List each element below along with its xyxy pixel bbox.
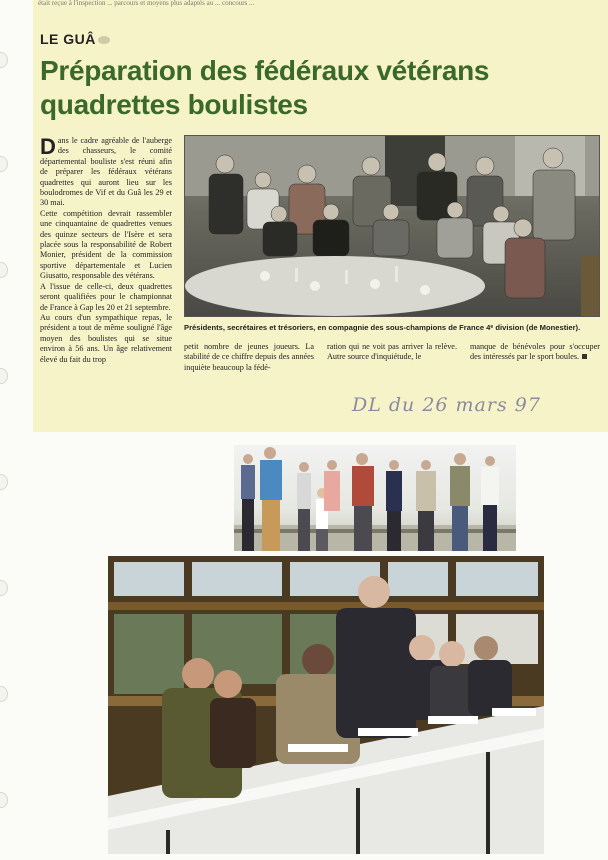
end-of-article-mark bbox=[582, 354, 587, 359]
paragraph-3: A l'issue de celle-ci, deux quadrettes seront qualifiées pour le championnat de France à Gap les 20 et 21 septembre. bbox=[40, 281, 172, 312]
handwritten-note: DL du 26 mars 97 bbox=[352, 394, 541, 416]
article-headline: Préparation des fédéraux vétérans quadrettes boulistes bbox=[40, 55, 490, 120]
paragraph-4: Au cours d'un sympathique repas, le président a tout de même souligné l'âge moyen des boulistes qui se situe environ à 56 ans. Un âge relativement élevé du fait du trop bbox=[40, 312, 172, 364]
article-column-left bbox=[40, 136, 172, 365]
dropcap: D bbox=[40, 134, 56, 159]
binder-hole bbox=[0, 580, 8, 596]
paragraph-2: Cette compétition devrait rassembler une cinquantaine de quadrettes venues des quinze secteurs de l'Isère et sera placée sous la responsabilité de Robert Monier, président de la commission sportive départementale et Lucien Giusatto, responsable des vétérans. bbox=[40, 208, 172, 281]
group-photo-dinner bbox=[184, 135, 600, 317]
previous-article-strip: était reçue à l'inspection ... parcours et moyens plus adaptés au ... concours ... bbox=[38, 0, 255, 7]
article-column-3: ration qui ne voit pas arriver la relève. Autre source d'inquiétude, le bbox=[327, 342, 457, 362]
article-column-2: petit nombre de jeunes joueurs. La stabilité de ce chiffre depuis des années inquiète beaucoup la fédé- bbox=[184, 342, 314, 372]
binder-hole bbox=[0, 686, 8, 702]
paragraph-1 bbox=[40, 136, 172, 209]
meeting-room-photo bbox=[108, 556, 544, 854]
binder-hole bbox=[0, 52, 8, 68]
article-column-4 bbox=[470, 342, 600, 363]
binder-hole bbox=[0, 156, 8, 172]
binder-hole bbox=[0, 792, 8, 808]
binder-hole bbox=[0, 368, 8, 384]
article-column-4-text: manque de bénévoles pour s'occuper des intéressés par le sport boules. bbox=[470, 342, 600, 362]
binder-hole bbox=[0, 262, 8, 278]
binder-holes bbox=[0, 0, 10, 860]
paragraph-1-text: ans le cadre agréable de l'auberge des chasseurs, le comité départemental bouliste s'est réuni afin de préparer les fédéraux vétérans quadrettes qui auront lieu sur les boulodromes de Vif et du Guâ les 29 et 30 mai. bbox=[40, 136, 172, 208]
binder-hole bbox=[0, 474, 8, 490]
section-tag bbox=[40, 31, 110, 47]
group-photo-outdoor bbox=[234, 445, 516, 551]
section-logo-icon bbox=[98, 36, 110, 44]
section-tag-label: LE GUÂ bbox=[40, 31, 96, 47]
photo-caption: Présidents, secrétaires et trésoriers, en compagnie des sous-champions de France 4ᵉ division (de Monestier). bbox=[184, 323, 581, 332]
